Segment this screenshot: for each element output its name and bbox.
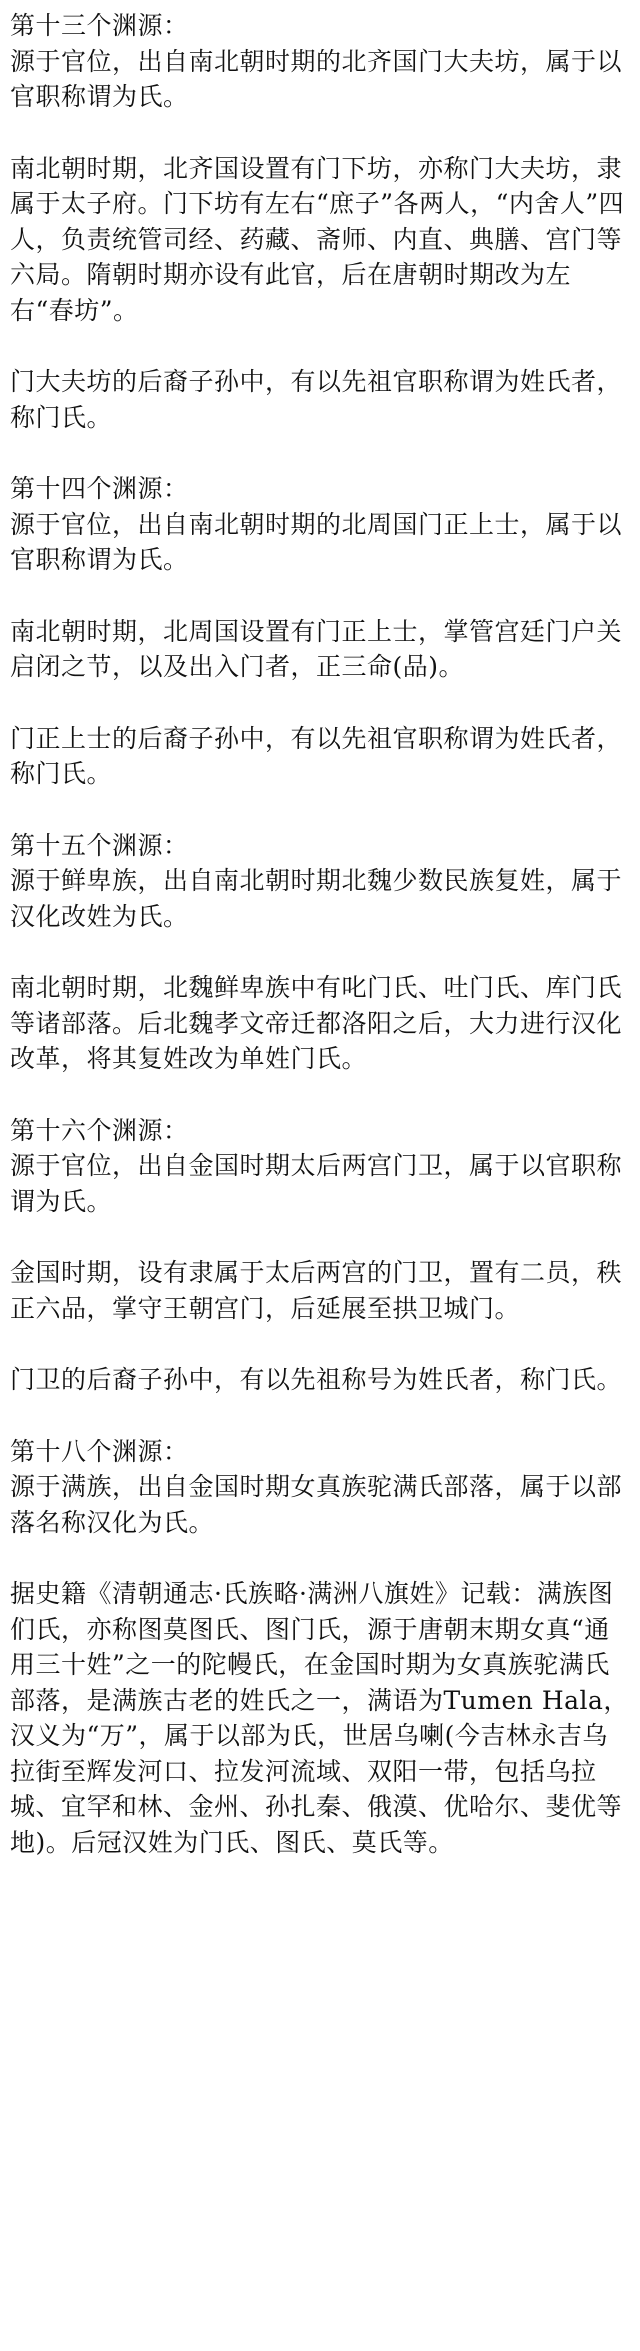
paragraph-block — [10, 970, 630, 1077]
paragraph-block — [10, 614, 630, 685]
paragraph-block — [10, 721, 630, 792]
paragraph-block — [10, 1576, 630, 1860]
section-heading-block — [10, 1434, 630, 1541]
paragraph-block — [10, 1255, 630, 1326]
section-heading: 第十六个渊源： — [10, 1115, 189, 1145]
paragraph: 源于满族，出自金国时期女真族驼满氏部落，属于以部落名称汉化为氏。 — [10, 1472, 623, 1537]
paragraph: 源于官位，出自金国时期太后两宫门卫，属于以官职称谓为氏。 — [10, 1151, 623, 1216]
paragraph-block — [10, 1362, 630, 1398]
paragraph: 南北朝时期，北魏鲜卑族中有叱门氏、吐门氏、库门氏等诸部落。后北魏孝文帝迁都洛阳之后，大力进行汉化改革，将其复姓改为单姓门氏。 — [10, 973, 623, 1073]
section-heading-block — [10, 8, 630, 115]
section-heading-block — [10, 828, 630, 935]
paragraph: 门卫的后裔子孙中，有以先祖称号为姓氏者，称门氏。 — [10, 1365, 623, 1394]
section-heading-block — [10, 471, 630, 578]
paragraph: 南北朝时期，北齐国设置有门下坊，亦称门大夫坊，隶属于太子府。门下坊有左右“庶子”各两人，“内舍人”四人，负责统管司经、药藏、斋师、内直、典膳、宫门等六局。隋朝时期亦设有此官，后在唐朝时期改为左右“春坊”。 — [10, 153, 625, 325]
paragraph: 金国时期，设有隶属于太后两宫的门卫，置有二员，秩正六品，掌守王朝宫门，后延展至拱卫城门。 — [10, 1258, 623, 1323]
paragraph: 门大夫坊的后裔子孙中，有以先祖官职称谓为姓氏者，称门氏。 — [10, 367, 623, 432]
paragraph: 源于官位，出自南北朝时期的北齐国门大夫坊，属于以官职称谓为氏。 — [10, 46, 623, 111]
paragraph-block — [10, 364, 630, 435]
paragraph-block — [10, 151, 630, 329]
paragraph: 源于官位，出自南北朝时期的北周国门正上士，属于以官职称谓为氏。 — [10, 509, 623, 574]
paragraph: 据史籍《清朝通志·氏族略·满洲八旗姓》记载：满族图们氏，亦称图莫图氏、图门氏，源于唐朝末期女真“通用三十姓”之一的陀幔氏，在金国时期为女真族驼满氏部落，是满族古老的姓氏之一，满语为Tumen Hala，汉义为“万”，属于以部为氏，世居乌喇(今吉林永吉乌拉街至辉发河口、拉发河流域、双阳一带，包括乌拉城、宜罕和林、金州、孙扎秦、俄漠、优哈尔、斐优等地)。后冠汉姓为门氏、图氏、莫氏等。 — [10, 1579, 629, 1857]
paragraph: 源于鲜卑族，出自南北朝时期北魏少数民族复姓，属于汉化改姓为氏。 — [10, 866, 623, 931]
section-heading-block — [10, 1113, 630, 1220]
section-heading: 第十五个渊源： — [10, 830, 189, 860]
paragraph: 门正上士的后裔子孙中，有以先祖官职称谓为姓氏者，称门氏。 — [10, 723, 623, 788]
section-heading: 第十三个渊源： — [10, 11, 189, 40]
section-heading: 第十八个渊源： — [10, 1436, 189, 1466]
paragraph: 南北朝时期，北周国设置有门正上士，掌管宫廷门户关启闭之节，以及出入门者，正三命(品)。 — [10, 616, 623, 681]
section-heading: 第十四个渊源： — [10, 474, 189, 503]
